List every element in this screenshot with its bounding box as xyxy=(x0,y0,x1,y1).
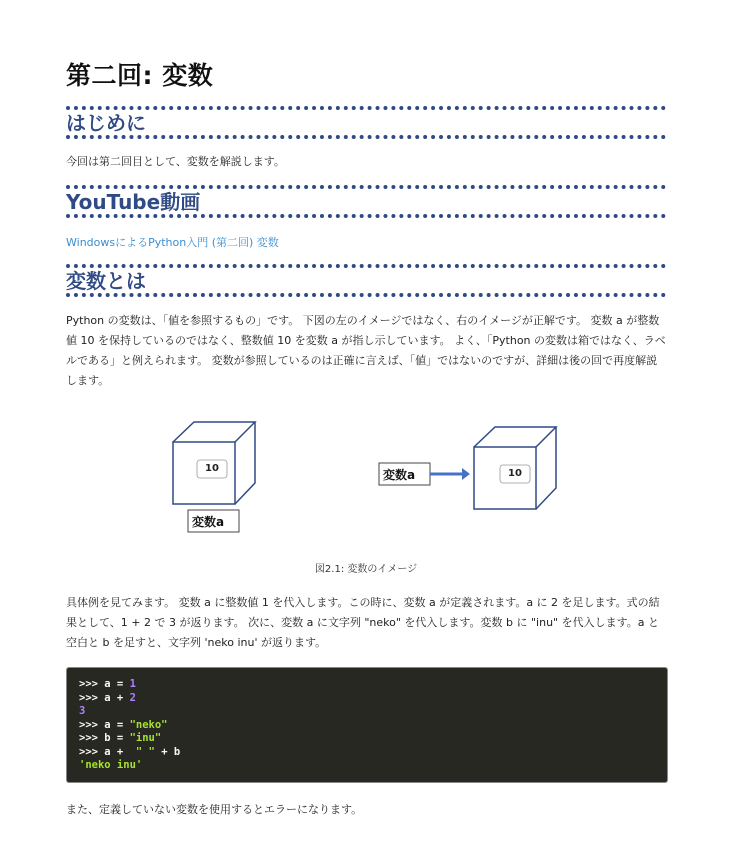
left-variable-label: 変数a xyxy=(192,515,225,529)
section-heading-youtube: YouTube動画 xyxy=(66,185,666,218)
variable-diagram xyxy=(66,410,666,540)
variables-paragraph: Python の変数は、「値を参照するもの」です。 下図の左のイメージではなく、右のイメージが正解です。 変数 a が整数値 10 を保持しているのではなく、整数値 10 を変数 a が指し示しています。 よく、「Python の変数は箱ではなく、ラベルである」と例えられます。 変数が参照しているのは正確に言えば、「値」ではないのですが、詳細は後の回で再度解説します。 xyxy=(66,314,666,387)
intro-paragraph: 今回は第二回目として、変数を解説します。 xyxy=(66,155,285,168)
code-block xyxy=(66,667,668,783)
code-line: >>> a + " " + b xyxy=(79,745,181,758)
section-heading-variables: 変数とは xyxy=(66,264,666,297)
section-heading-intro: はじめに xyxy=(66,106,666,139)
right-variable-label: 変数a xyxy=(383,468,416,482)
page-title: 第二回: 変数 xyxy=(66,61,214,90)
code-line: >>> a = 1 xyxy=(79,678,136,690)
right-box-value: 10 xyxy=(508,468,522,479)
example-paragraph: 具体例を見てみます。 変数 a に整数値 1 を代入します。この時に、変数 a が定義されます。a に 2 を足します。式の結果として、1 + 2 で 3 が返ります。 次に、変数 a に文字列 "neko" を代入します。変数 b に "inu" を代入します。a と空白と b を足すと、文字列 'neko inu' が返ります。 xyxy=(66,596,660,649)
code-line: 3 xyxy=(79,705,86,717)
figure-caption: 図2.1: 変数のイメージ xyxy=(314,564,418,575)
code-line: >>> a = "neko" xyxy=(79,718,168,731)
code-line: 'neko inu' xyxy=(79,759,143,771)
code-line: >>> b = "inu" xyxy=(79,732,162,744)
left-box-value: 10 xyxy=(205,463,219,474)
code-line: >>> a + 2 xyxy=(79,691,136,704)
footer-paragraph: また、定義していない変数を使用するとエラーになります。 xyxy=(66,803,363,816)
youtube-video-link[interactable]: WindowsによるPython入門 (第二回) 変数 xyxy=(66,236,279,249)
box-vs-label-diagram xyxy=(66,410,666,540)
